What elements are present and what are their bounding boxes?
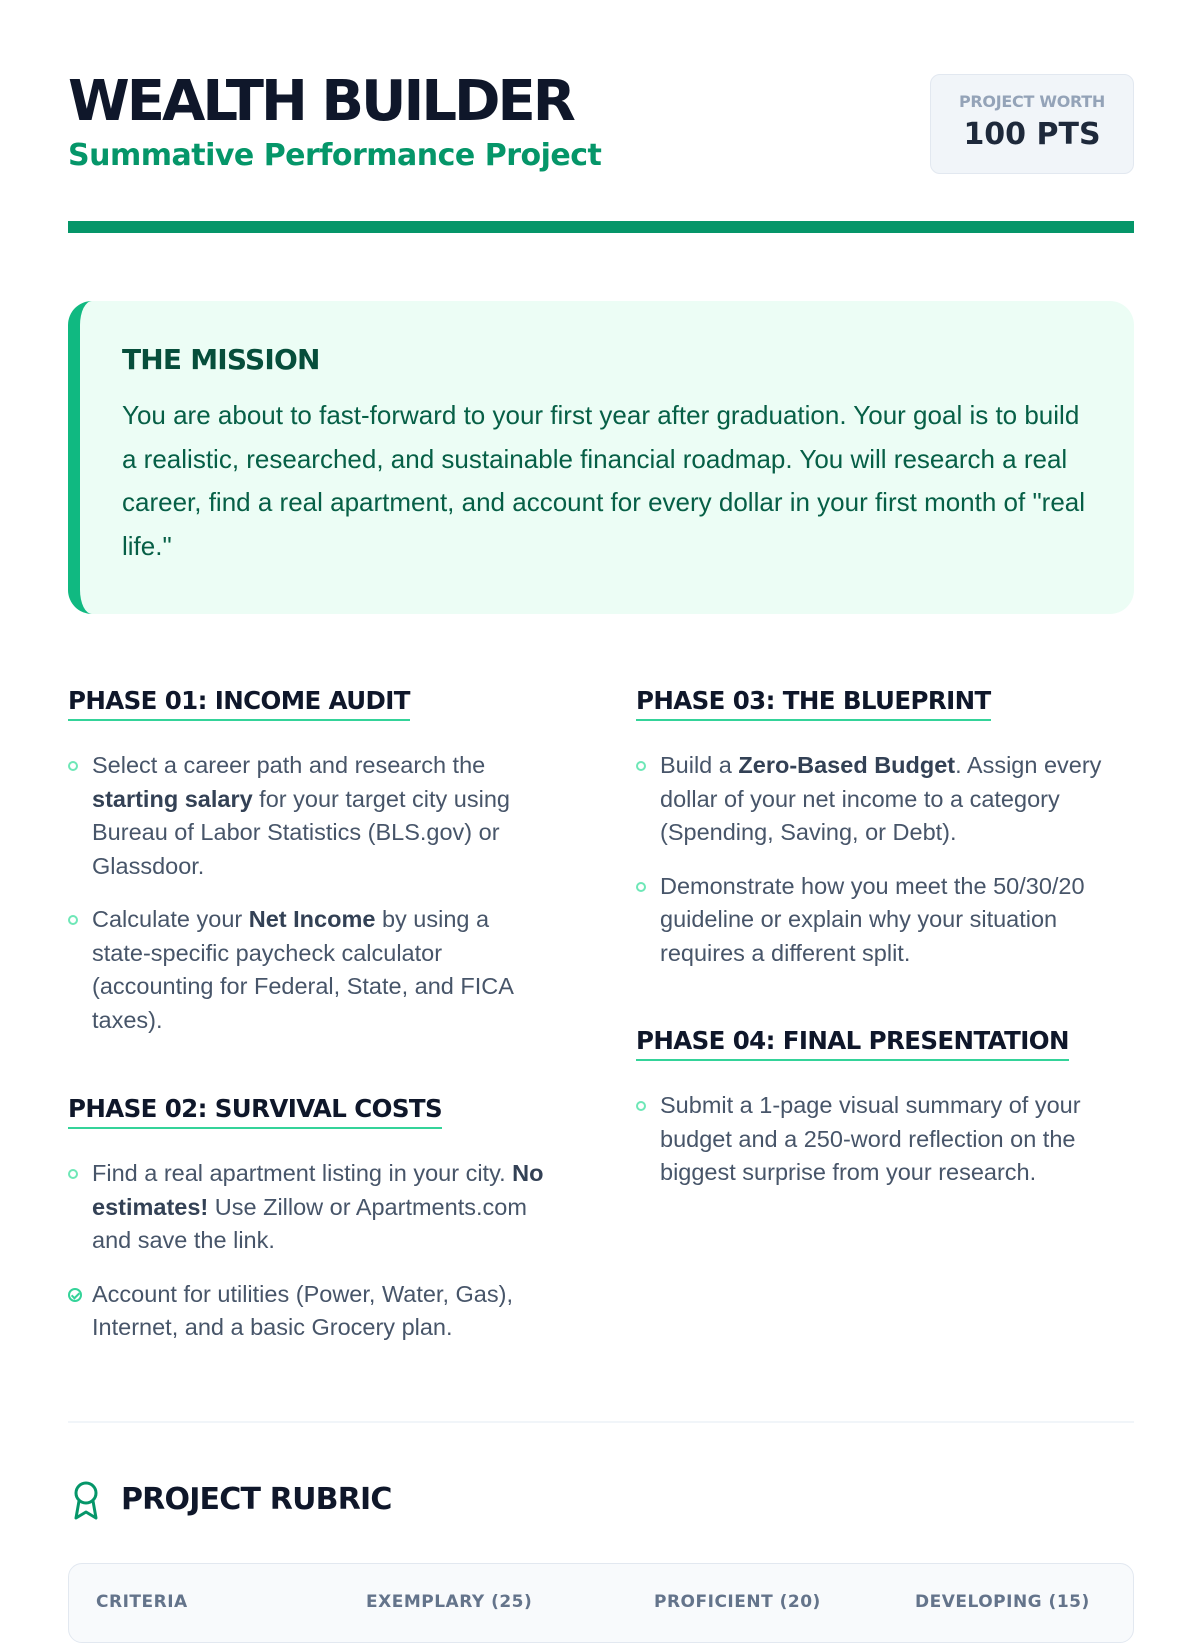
bullet-icon	[636, 761, 646, 771]
phase-02-list	[68, 1157, 548, 1345]
phase-01-list	[68, 749, 548, 1037]
list-item: Build a Zero-Based Budget. Assign every dollar of your net income to a category (Spending, Saving, or Debt).	[636, 749, 1136, 850]
phase-02-section	[68, 1094, 548, 1365]
list-item: Select a career path and research the starting salary for your target city using Bureau of Labor Statistics (BLS.gov) or Glassdoor.	[68, 749, 548, 883]
section-divider	[68, 1421, 1134, 1423]
rubric-title: PROJECT RUBRIC	[121, 1482, 392, 1517]
phase-03-title: PHASE 03: THE BLUEPRINT	[636, 686, 991, 721]
column-header-proficient: PROFICIENT (20)	[654, 1592, 821, 1612]
award-ribbon-icon	[73, 1480, 99, 1520]
bullet-icon	[68, 1169, 78, 1179]
page-title: WEALTH BUILDER	[68, 69, 573, 134]
phase-01-title: PHASE 01: INCOME AUDIT	[68, 686, 410, 721]
mission-heading: THE MISSION	[122, 343, 320, 376]
column-header-developing: DEVELOPING (15)	[915, 1592, 1090, 1612]
phase-04-list	[636, 1089, 1136, 1190]
check-circle-icon	[68, 1288, 82, 1302]
list-item: Account for utilities (Power, Water, Gas), Internet, and a basic Grocery plan.	[68, 1278, 548, 1345]
phase-03-section	[636, 686, 1136, 990]
phase-02-title: PHASE 02: SURVIVAL COSTS	[68, 1094, 442, 1129]
phase-04-section	[636, 1026, 1136, 1210]
project-worth-label: PROJECT WORTH	[958, 92, 1105, 111]
phase-03-list	[636, 749, 1136, 970]
bullet-icon	[636, 1101, 646, 1111]
header	[68, 70, 1134, 180]
phase-04-title: PHASE 04: FINAL PRESENTATION	[636, 1026, 1069, 1061]
bullet-icon	[68, 761, 78, 771]
rubric-table	[68, 1563, 1134, 1643]
list-item: Submit a 1-page visual summary of your budget and a 250-word reflection on the biggest surprise from your research.	[636, 1089, 1136, 1190]
list-item: Find a real apartment listing in your city. No estimates! Use Zillow or Apartments.com and save the link.	[68, 1157, 548, 1258]
column-header-criteria: CRITERIA	[96, 1592, 188, 1612]
project-worth-badge	[930, 74, 1134, 174]
bullet-icon	[636, 882, 646, 892]
mission-body: You are about to fast-forward to your first year after graduation. Your goal is to build a realistic, researched, and sustainable financial roadmap. You will research a real career, find a real apartment, and account for every dollar in your first month of "real life."	[122, 400, 1086, 561]
column-header-exemplary: EXEMPLARY (25)	[366, 1592, 533, 1612]
header-divider	[68, 221, 1134, 233]
bullet-icon	[68, 915, 78, 925]
mission-callout	[68, 301, 1134, 614]
page-subtitle: Summative Performance Project	[68, 138, 602, 173]
phase-01-section	[68, 686, 548, 1057]
list-item: Calculate your Net Income by using a state-specific paycheck calculator (accounting for Federal, State, and FICA taxes).	[68, 903, 548, 1037]
list-item: Demonstrate how you meet the 50/30/20 guideline or explain why your situation requires a different split.	[636, 870, 1136, 971]
project-worth-value: 100 PTS	[963, 117, 1101, 152]
